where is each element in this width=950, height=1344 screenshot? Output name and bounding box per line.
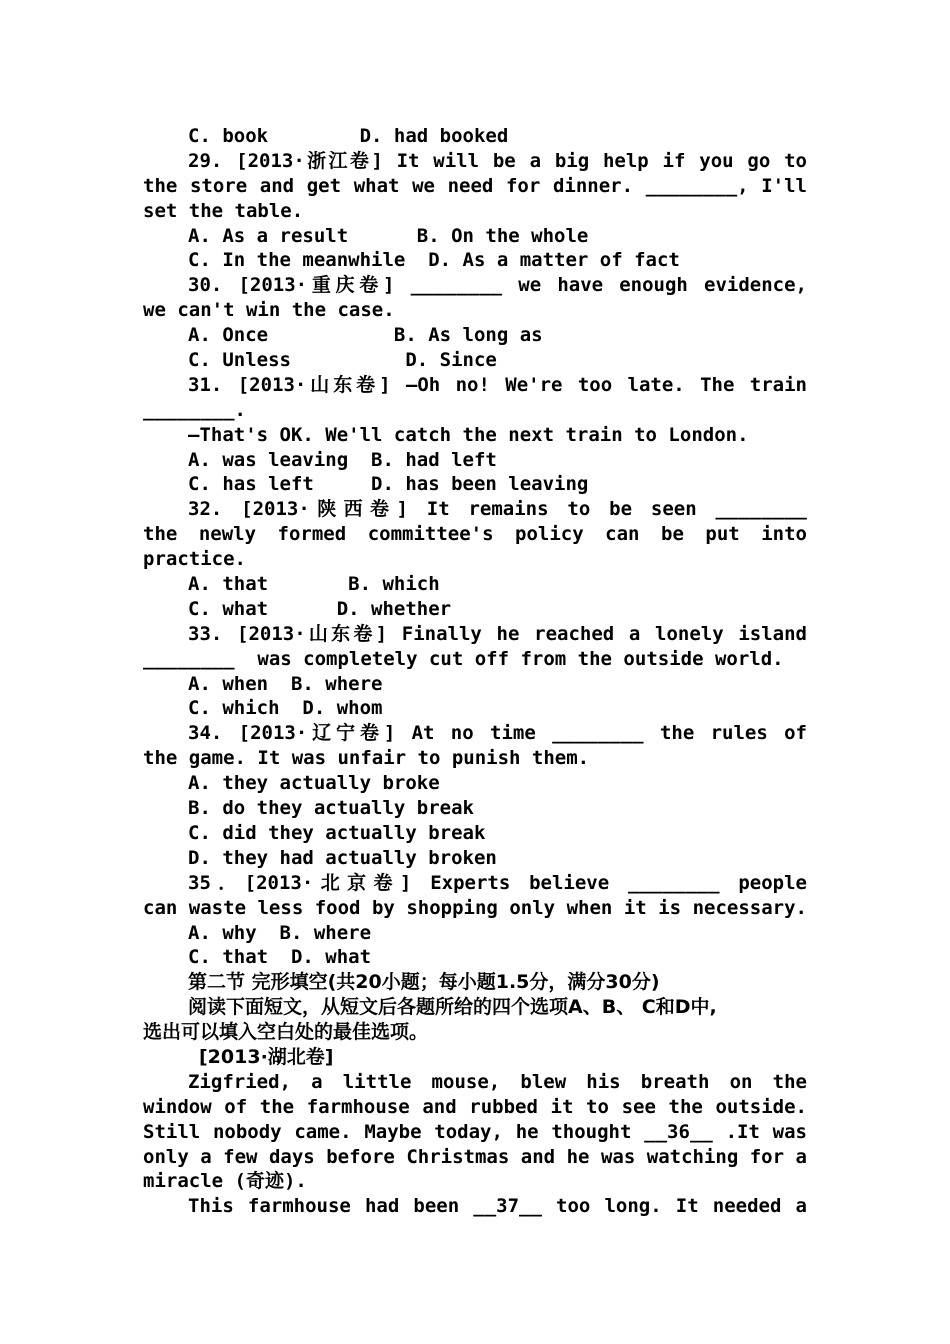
option-line: C. what D. whether [188, 597, 452, 620]
question-31-line: ________. [143, 398, 246, 421]
option-line: C. did they actually break [188, 821, 486, 844]
option-line: A. that B. which [188, 573, 440, 596]
option-line: C. that D. what [188, 946, 372, 969]
question-31-line: 31. [2013·山东卷] —Oh no! We're too late. The train [188, 373, 807, 396]
question-30-line: we can't win the case. [143, 299, 395, 322]
question-33-line: ________ was completely cut off from the outside world. [143, 647, 784, 670]
option-line: C. book D. had booked [188, 125, 509, 147]
document-page [143, 124, 807, 1219]
option-line: C. has left D. has been leaving [188, 473, 589, 496]
passage-line: This farmhouse had been __37__ too long. It needed a [188, 1195, 807, 1218]
question-33-line: 33. [2013·山东卷] Finally he reached a lonely island [188, 622, 807, 645]
question-29-line: 29. [2013·浙江卷] It will be a big help if you go to [188, 149, 807, 172]
dialogue-line: —That's OK. We'll catch the next train to London. [188, 423, 749, 446]
section-heading: 第二节 完形填空(共20小题；每小题1.5分，满分30分) [188, 971, 660, 994]
option-line: A. Once B. As long as [188, 324, 543, 347]
question-34-line: the game. It was unfair to punish them. [143, 747, 590, 770]
passage-source: [2013·湖北卷] [199, 1045, 334, 1068]
option-line: C. which D. whom [188, 697, 383, 720]
option-line: C. In the meanwhile D. As a matter of fact [188, 249, 680, 272]
option-line: C. Unless D. Since [188, 349, 497, 372]
question-30-line: 30. [2013·重庆卷] ________ we have enough evidence, [188, 274, 807, 297]
passage-line: miracle (奇迹). [143, 1170, 307, 1193]
question-29-line: set the table. [143, 199, 304, 222]
option-line: A. As a result B. On the whole [188, 224, 589, 247]
passage-line: Still nobody came. Maybe today, he thought __36__ .It was [143, 1120, 807, 1143]
question-32-line: the newly formed committee's policy can be put into [143, 523, 807, 546]
option-line: D. they had actually broken [188, 846, 497, 869]
option-line: B. do they actually break [188, 797, 474, 820]
option-line: A. when B. where [188, 672, 383, 695]
option-line: A. they actually broke [188, 772, 440, 795]
option-line: A. was leaving B. had left [188, 448, 497, 471]
question-32-line: practice. [143, 548, 246, 571]
question-29-line: the store and get what we need for dinner. ________, I'll [143, 174, 807, 197]
passage-line: window of the farmhouse and rubbed it to see the outside. [143, 1095, 807, 1118]
question-35-line: can waste less food by shopping only when it is necessary. [143, 896, 807, 919]
instruction-line: 阅读下面短文，从短文后各题所给的四个选项A、B、 C和D中, [188, 996, 717, 1019]
passage-line: only a few days before Christmas and he was watching for a [143, 1145, 807, 1168]
passage-line: Zigfried, a little mouse, blew his breath on the [188, 1070, 807, 1093]
question-32-line: 32. [2013·陕西卷] It remains to be seen ________ [188, 498, 807, 521]
instruction-line: 选出可以填入空白处的最佳选项。 [143, 1021, 429, 1044]
question-34-line: 34. [2013·辽宁卷] At no time ________ the rules of [188, 722, 807, 745]
question-35-line: 35．[2013·北京卷] Experts believe ________ people [188, 871, 807, 894]
option-line: A. why B. where [188, 921, 372, 944]
